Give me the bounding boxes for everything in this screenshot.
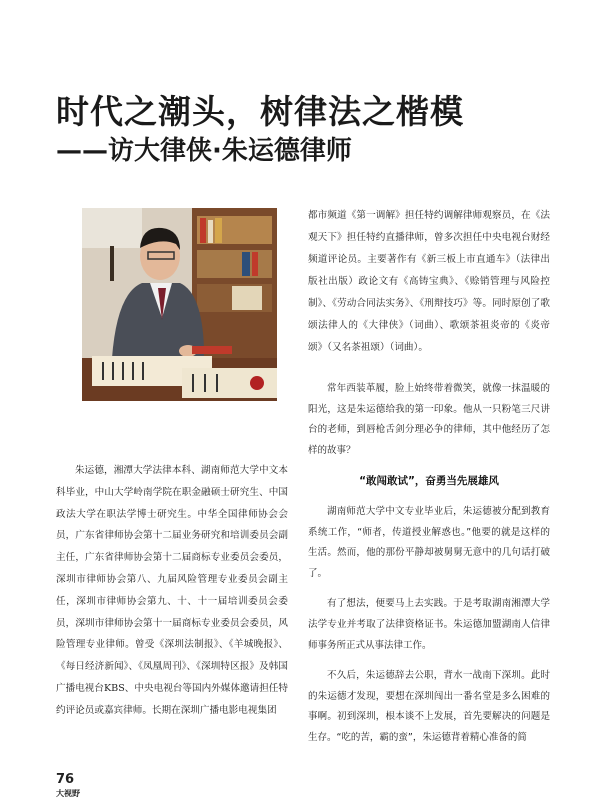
article-body	[308, 379, 550, 749]
paragraph: 常年西装革履，脸上始终带着微笑，就像一抹温暖的阳光，这是朱运德给我的第一印象。他从一只粉笔三尺讲台的老师，到唇枪舌剑分理必争的律师，其中他经历了怎样的故事？	[308, 383, 550, 456]
article-subtitle: ——访大律侠·朱运德律师	[56, 136, 352, 166]
paragraph: 不久后，朱运德辞去公职，背水一战南下深圳。此时的朱运德才发现，要想在深圳闯出一番名堂是多么困难的事啊。初到深圳，根本谈不上发展，首先要解决的问题是生存。“吃的苦，霸的蛮”，朱运德背着精心准备的简	[308, 670, 550, 743]
page-number: 76	[56, 772, 75, 787]
article-title: 时代之潮头，树律法之楷模	[56, 92, 464, 131]
bio-text: 朱运德，湘潭大学法律本科、湖南师范大学中文本科毕业，中山大学岭南学院在职金融硕士研究生、中国政法大学在职法学博士研究生。中华全国律师协会会员，广东省律师协会第十二届业务研究和培训委员会副主任，广东省律师协会第十二届商标专业委员会委员，深圳市律师协会第八、九届风险管理专业委员会副主任，深圳市律师协会第九、十、十一届培训委员会委员，深圳市律师协会第十一届商标专业委员会委员，风险管理专业律师。曾受《深圳法制报》、《羊城晚报》、《每日经济新闻》、《凤凰周刊》、《深圳特区报》及韩国广播电视台KBS、中央电视台等国内外媒体邀请担任特约评论员或嘉宾律师。长期在深圳广播电影电视集团	[56, 465, 288, 716]
bio-continued	[308, 205, 550, 359]
right-column	[308, 205, 550, 759]
bio-continued-text: 都市频道《第一调解》担任特约调解律师观察员，在《法观天下》担任特约直播律师，曾多次担任中央电视台财经频道评论员。主要著作有《新三板上市直通车》（法律出版社出版）政论文有《高铸宝典》、《赊销管理与风险控制》、《劳动合同法实务》、《刑辩技巧》等。同时原创了歌颂法律人的《大律侠》（词曲）、歌颂茶祖炎帝的《炎帝颂》（又名茶祖颂）（词曲）。	[308, 210, 550, 353]
magazine-name: 大视野	[56, 788, 80, 798]
author-bio	[56, 460, 288, 722]
paragraph: 有了想法，便要马上去实践。于是考取湖南湘潭大学法学专业并考取了法律资格证书。朱运德加盟湖南人信律师事务所正式从事法律工作。	[308, 598, 550, 651]
paragraph: 湖南师范大学中文专业毕业后，朱运德被分配到教育系统工作，“师者，传道授业解惑也。”他要的就是这样的生活。然而，他的那份平静却被舅舅无意中的几句话打破了。	[308, 505, 550, 579]
section-heading: “敢闯敢试”，奋勇当先展雄风	[359, 475, 499, 488]
lawyer-photo	[82, 208, 277, 401]
